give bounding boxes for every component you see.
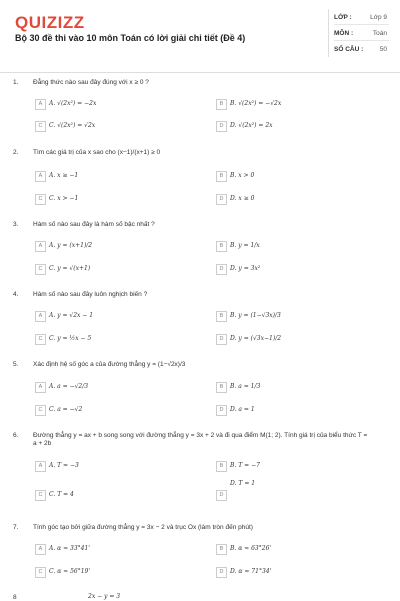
option-text: A. y = √2x − 1 [49,312,94,319]
option-letter-badge: A [35,241,46,252]
question-number: 2. [13,149,19,156]
option-letter-badge: A [35,171,46,182]
option-text: C. y = √(x+1) [49,265,91,272]
option-letter-badge: D [216,567,227,578]
question-number: 1. [13,79,19,86]
option-text: D. a = 1 [230,406,255,413]
option-text: A. a = −√2/3 [49,383,89,390]
option-text: A. T = −3 [49,462,79,469]
option-letter-badge: C [35,405,46,416]
option-letter-badge: D [216,121,227,132]
option-letter-badge: B [216,171,227,182]
question-number: 8 [13,594,17,601]
question-number: 7. [13,524,19,531]
option-text: B. T = −7 [230,462,260,469]
option-text: C. a = −√2 [49,406,83,413]
meta-key: SỐ CÂU : [334,46,364,53]
option-text: C. √(2x²) = √2x [49,122,96,129]
question-text: Hàm số nào sau đây luôn nghịch biến ? [33,291,148,298]
question-8-partial [0,590,400,600]
option-text: C. x > −1 [49,195,79,202]
option-text: B. y = 1/x [230,242,260,249]
option-letter-badge: D [216,194,227,205]
option-text: D. √(2x²) = 2x [230,122,273,129]
option-letter-badge: A [35,544,46,555]
option-letter-badge: B [216,461,227,472]
meta-row-count [334,43,389,56]
option-text: C. T = 4 [49,491,74,498]
meta-value: Lớp 9 [370,14,387,21]
meta-key: MÔN : [334,30,354,37]
option-letter-badge: A [35,311,46,322]
question-text: Hàm số nào sau đây là hàm số bậc nhất ? [33,221,155,228]
option-text: D. y = (√3x−1)/2 [230,335,282,342]
option-text: A. y = (x+1)/2 [49,242,93,249]
option-text: D. x ≥ 0 [230,195,255,202]
question-number: 6. [13,432,19,439]
option-letter-badge: C [35,567,46,578]
quizizz-logo: QUIZIZZ [15,13,85,32]
option-letter-badge: C [35,490,46,501]
option-letter-badge: B [216,99,227,110]
option-text: B. α ≈ 63°26' [230,545,272,552]
option-letter-badge: C [35,264,46,275]
option-text: A. x ≥ −1 [49,172,79,179]
option-letter-badge: B [216,544,227,555]
question-text: Tìm các giá trị của x sao cho (x−1)/(x+1) ≥ 0 [33,149,161,156]
question-text: Tính góc tạo bởi giữa đường thẳng y = 3x − 2 và trục Ox (làm tròn đến phút) [33,524,253,531]
option-text: B. a = 1/3 [230,383,261,390]
option-text: B. y = (1−√3x)/3 [230,312,281,319]
option-letter-badge: A [35,382,46,393]
meta-key: LỚP : [334,14,352,21]
option-letter-badge: A [35,461,46,472]
option-text: D. y = 3x² [230,265,261,272]
option-text: C. α ≈ 56°19' [49,568,91,575]
option-letter-badge: B [216,382,227,393]
question-text: 2x − y = 3 [88,593,121,600]
question-text: Xác định hệ số góc a của đường thẳng y = (1−√2x)/3 [33,361,186,368]
option-letter-badge: A [35,99,46,110]
option-text: A. α ≈ 33°41' [49,545,90,552]
option-letter-badge: C [35,334,46,345]
question-text: Đẳng thức nào sau đây đúng với x ≥ 0 ? [33,79,149,86]
option-text: B. x > 0 [230,172,255,179]
option-text: D. α ≈ 71°34' [230,568,272,575]
question-number: 4. [13,291,19,298]
option-text: D. T = 1 [230,480,256,487]
option-letter-badge: D [216,490,227,501]
option-letter-badge: B [216,311,227,322]
option-text: B. √(2x²) = −√2x [230,100,282,107]
meta-value: Toán [372,30,387,37]
page-title: Bộ 30 đề thi vào 10 môn Toán có lời giải chi tiết (Đề 4) [15,33,246,43]
option-letter-badge: C [35,121,46,132]
question-number: 3. [13,221,19,228]
option-letter-badge: D [216,405,227,416]
page-header [0,0,400,73]
option-letter-badge: D [216,264,227,275]
meta-row-subject [334,27,389,41]
question-number: 5. [13,361,19,368]
meta-box [328,9,391,57]
option-letter-badge: C [35,194,46,205]
option-text: A. √(2x²) = −2x [49,100,97,107]
option-letter-badge: D [216,334,227,345]
question-text: Đường thẳng y = ax + b song song với đường thẳng y = 3x + 2 và đi qua điểm M(1; 2). Tính giá trị của biểu thức T = a + 2b [33,432,368,447]
meta-value: 50 [379,46,387,53]
option-text: C. y = ½x − 5 [49,335,92,342]
option-letter-badge: B [216,241,227,252]
meta-row-grade [334,11,389,25]
